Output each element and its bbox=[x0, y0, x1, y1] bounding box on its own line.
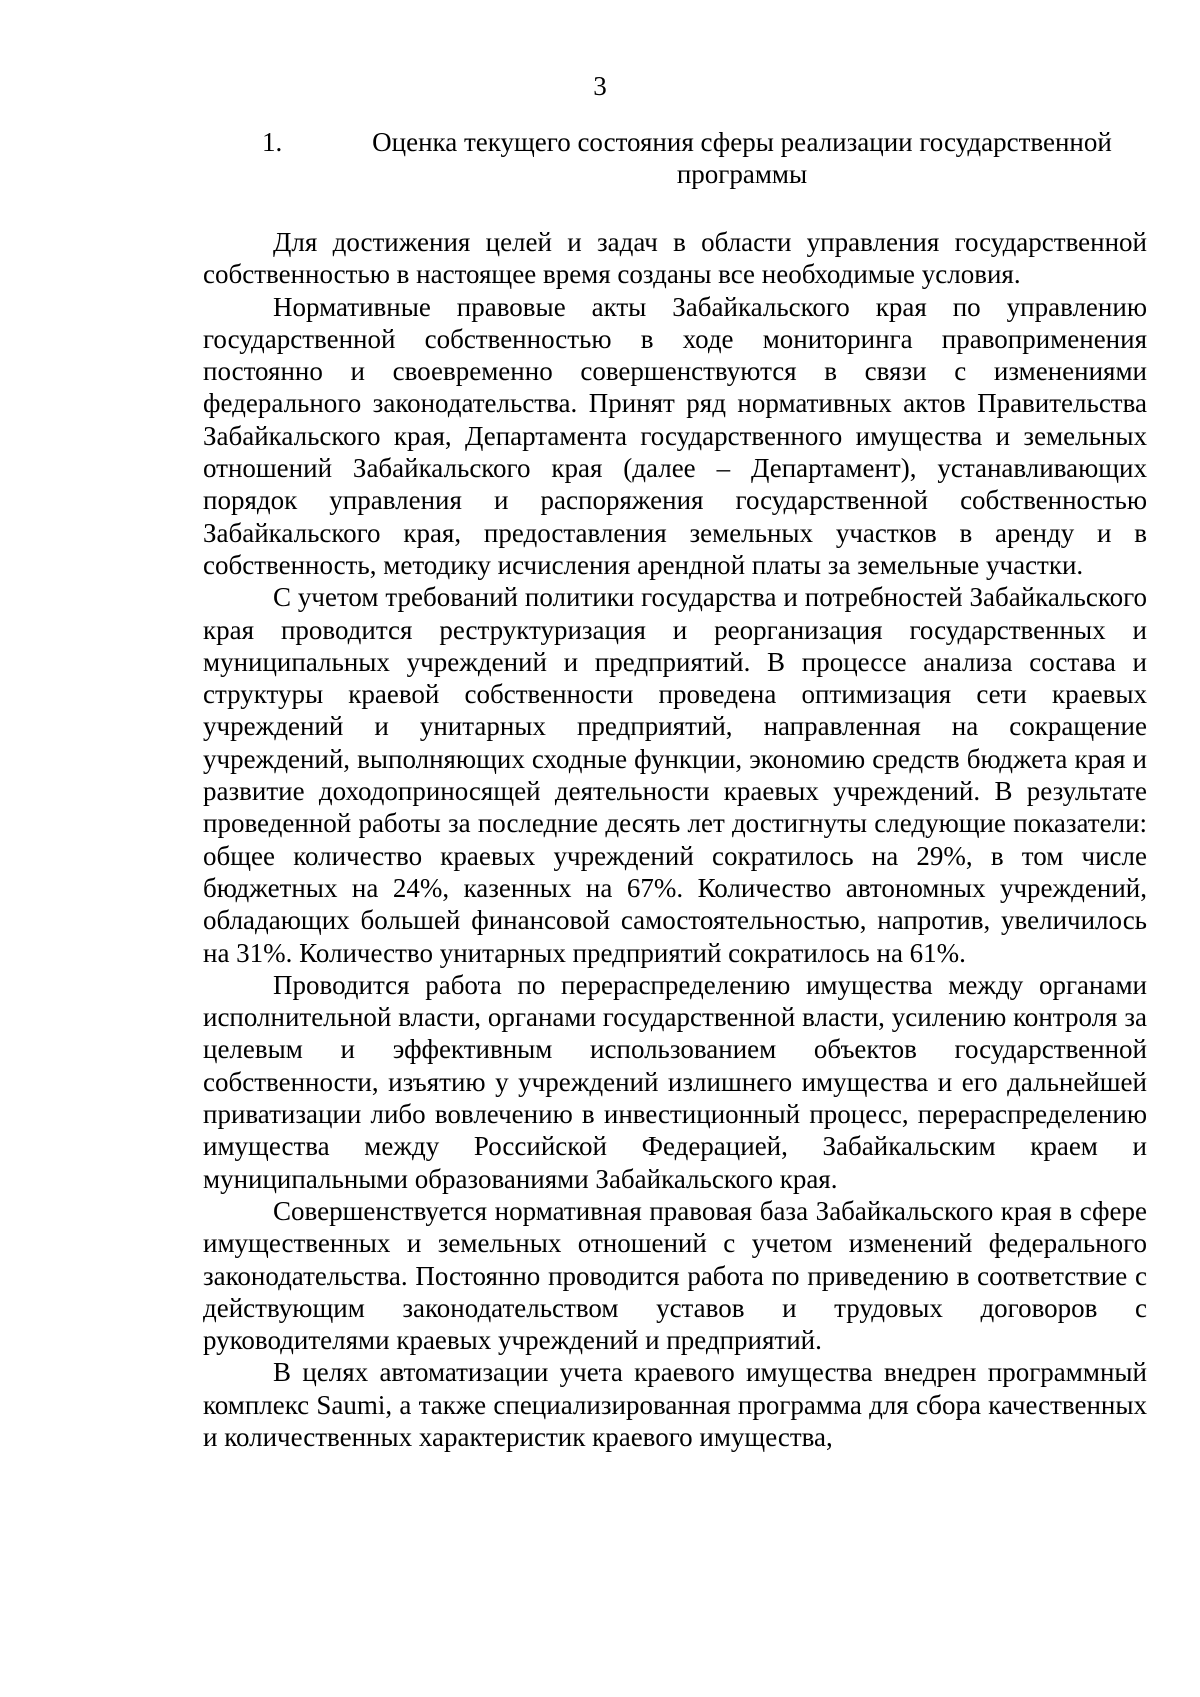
section-heading bbox=[262, 126, 1142, 190]
paragraph: В целях автоматизации учета краевого имущества внедрен программный комплекс Saumi, а также специализированная программа для сбора качественных и количественных характеристик краевого имущества, bbox=[203, 1357, 1147, 1452]
paragraph: Проводится работа по перераспределению имущества между органами исполнительной власти, органами государственной власти, усилению контроля за целевым и эффективным использованием объектов государственной собственности, изъятию у учреждений излишнего имущества и его дальнейшей приватизации либо вовлечению в инвестиционный процесс, перераспределению имущества между Российской Федерацией, Забайкальским краем и муниципальными образованиями Забайкальского края. bbox=[203, 969, 1147, 1194]
page-number: 3 bbox=[593, 71, 607, 101]
body-text bbox=[203, 226, 1147, 1453]
paragraph: Совершенствуется нормативная правовая база Забайкальского края в сфере имущественных и земельных отношений с учетом изменений федерального законодательства. Постоянно проводится работа по приведению в соответствие с действующим законодательством уставов и трудовых договоров с руководителями краевых учреждений и предприятий. bbox=[203, 1195, 1147, 1356]
paragraph: Для достижения целей и задач в области управления государственной собственностью в настоящее время созданы все необходимые условия. bbox=[203, 227, 1147, 290]
section-title: Оценка текущего состояния сферы реализации государственной программы bbox=[372, 127, 1112, 189]
paragraph: С учетом требований политики государства и потребностей Забайкальского края проводится реструктуризация и реорганизация государственных и муниципальных учреждений и предприятий. В процессе анализа состава и структуры краевой собственности проведена оптимизация сети краевых учреждений и унитарных предприятий, направленная на сокращение учреждений, выполняющих сходные функции, экономию средств бюджета края и развитие доходоприносящей деятельности краевых учреждений. В результате проведенной работы за последние десять лет достигнуты следующие показатели: общее количество краевых учреждений сократилось на 29%, в том числе бюджетных на 24%, казенных на 67%. Количество автономных учреждений, обладающих большей финансовой самостоятельностью, напротив, увеличилось на 31%. Количество унитарных предприятий сократилось на 61%. bbox=[203, 582, 1147, 968]
paragraph: Нормативные правовые акты Забайкальского края по управлению государственной собственностью в ходе мониторинга правоприменения постоянно и своевременно совершенствуются в связи с изменениями федерального законодательства. Принят ряд нормативных актов Правительства Забайкальского края, Департамента государственного имущества и земельных отношений Забайкальского края (далее – Департамент), устанавливающих порядок управления и распоряжения государственной собственностью Забайкальского края, предоставления земельных участков в аренду и в собственность, методику исчисления арендной платы за земельные участки. bbox=[203, 291, 1147, 580]
section-number: 1. bbox=[262, 127, 283, 157]
